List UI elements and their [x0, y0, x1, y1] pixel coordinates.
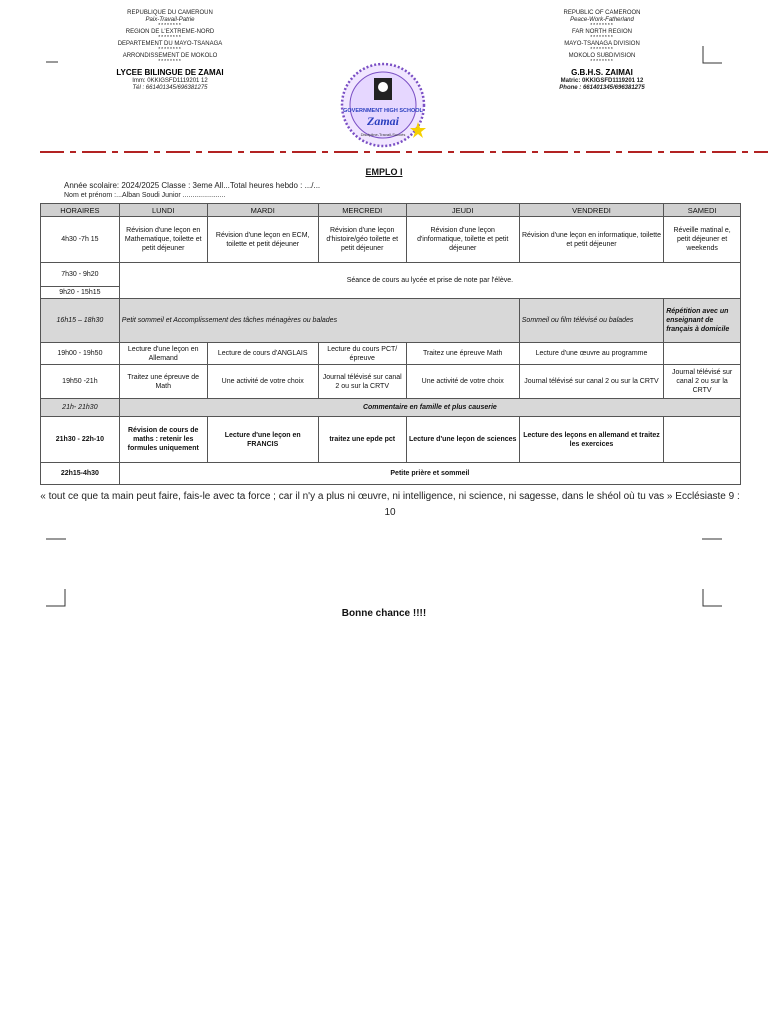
time-cell: 16h15 – 18h30: [41, 299, 120, 343]
student-name-line: Nom et prénom :...Alban Soudi Junior ......................: [64, 192, 226, 199]
school-year-line: Année scolaire: 2024/2025 Classe : 3eme All...Total heures hebdo : .../...: [64, 181, 321, 190]
time-cell: 7h30 - 9h20: [41, 263, 120, 287]
separator: ********: [590, 23, 614, 29]
header-divider: [40, 151, 768, 153]
table-row: [41, 263, 741, 287]
table-cell: Journal télévisé sur canal 2 ou sur la CRTV: [664, 365, 741, 399]
table-cell: Lecture d'une œuvre au programme: [519, 343, 663, 365]
col-header: SAMEDI: [664, 204, 741, 217]
time-cell: 19h00 - 19h50: [41, 343, 120, 365]
logo-name-text: Zamai: [367, 114, 399, 128]
table-cell: traitez une epde pct: [318, 417, 406, 463]
table-row: [41, 399, 741, 417]
table-cell: Révision d'une leçon en Mathematique, toilette et petit déjeuner: [119, 217, 207, 263]
col-header: MERCREDI: [318, 204, 406, 217]
table-cell: Réveille matinal e, petit déjeuner et weekends: [664, 217, 741, 263]
department-fr: DEPARTEMENT DU MAYO-TSANAGA: [117, 41, 223, 47]
school-name-fr: LYCEE BILINGUE DE ZAMAI: [116, 68, 224, 77]
separator: ********: [590, 47, 614, 53]
separator: ********: [158, 47, 182, 53]
table-cell: Une activité de votre choix: [406, 365, 519, 399]
bible-quote: « tout ce que ta main peut faire, fais-le avec ta force ; car il n'y a plus ni œuvre, ni intelligence, ni science, ni sagesse, dans le shéol où tu vas » Ecclésiaste 9 : 10: [40, 491, 740, 518]
motto-fr: Paix-Travail-Patrie: [145, 17, 195, 23]
school-name-en: G.B.H.S. ZAIMAI: [571, 68, 633, 77]
table-cell: Lecture d'une leçon en FRANCIS: [207, 417, 318, 463]
time-cell: 4h30 -7h 15: [41, 217, 120, 263]
school-phone-fr: Tél : 661401345/696381275: [132, 85, 208, 91]
time-cell: 21h- 21h30: [41, 399, 120, 417]
separator: ********: [590, 35, 614, 41]
table-cell: [664, 343, 741, 365]
country-en: REPUBLIC OF CAMEROON: [563, 10, 641, 16]
merged-cell: Petit sommeil et Accomplissement des tâches ménagères ou balades: [119, 299, 519, 343]
arrondissement-fr: ARRONDISSEMENT DE MOKOLO: [122, 53, 218, 59]
school-matric-fr: Imm: 0KKIGSFD1119201 12: [132, 78, 208, 84]
region-fr: REGION DE L'EXTREME-NORD: [125, 29, 215, 35]
table-cell: Répétition avec un enseignant de français à domicile: [664, 299, 741, 343]
division-en: MAYO-TSANAGA DIVISION: [564, 41, 640, 47]
corner-mark: [702, 46, 722, 64]
table-cell: [664, 417, 741, 463]
table-cell: Lecture de cours d'ANGLAIS: [207, 343, 318, 365]
merged-cell: Commentaire en famille et plus causerie: [119, 399, 740, 417]
table-row: [41, 417, 741, 463]
school-phone-en: Phone : 661401345/696381275: [559, 85, 645, 91]
table-cell: Révision d'une leçon en ECM, toilette et petit déjeuner: [207, 217, 318, 263]
table-cell: Révision d'une leçon d'histoire/géo toilette et petit déjeuner: [318, 217, 406, 263]
closing-message: Bonne chance !!!!: [341, 608, 427, 619]
table-cell: Révision d'une leçon en informatique, toilette et petit déjeuner: [519, 217, 663, 263]
table-cell: Révision d'une leçon d'informatique, toilette et petit déjeuner: [406, 217, 519, 263]
table-cell: Traitez une épreuve Math: [406, 343, 519, 365]
motto-en: Peace-Work-Fatherland: [570, 17, 634, 23]
table-cell: Lecture d'une leçon de sciences: [406, 417, 519, 463]
col-header: MARDI: [207, 204, 318, 217]
merged-cell: Séance de cours au lycée et prise de note par l'élève.: [119, 263, 740, 299]
merged-cell: Petite prière et sommeil: [119, 463, 740, 485]
table-row: [41, 217, 741, 263]
table-cell: Une activité de votre choix: [207, 365, 318, 399]
schedule-table: [40, 203, 741, 485]
table-cell: Journal télévisé sur canal 2 ou sur la CRTV: [519, 365, 663, 399]
table-cell: Révision de cours de maths : retenir les formules uniquement: [119, 417, 207, 463]
separator: ********: [158, 23, 182, 29]
logo-motto-text: Discipline-Travail-Succès: [360, 132, 406, 137]
table-cell: Journal télévisé sur canal 2 ou sur la CRTV: [318, 365, 406, 399]
time-cell: 21h30 - 22h-10: [41, 417, 120, 463]
table-row: [41, 343, 741, 365]
corner-mark: [46, 60, 58, 64]
table-row: [41, 299, 741, 343]
page-title: EMPLO I: [365, 167, 403, 177]
separator: ********: [158, 35, 182, 41]
header-right: [482, 10, 722, 92]
table-header-row: [41, 204, 741, 217]
col-header: JEUDI: [406, 204, 519, 217]
header-left: [50, 10, 290, 92]
school-matric-en: Matric: 0KKIGSFD1119201 12: [560, 78, 644, 84]
corner-mark: [46, 537, 66, 541]
col-header: HORAIRES: [41, 204, 120, 217]
separator: ********: [158, 59, 182, 65]
time-cell: 9h20 - 15h15: [41, 287, 120, 299]
table-cell: Traitez une épreuve de Math: [119, 365, 207, 399]
table-cell: Lecture du cours PCT/épreuve: [318, 343, 406, 365]
time-cell: 19h50 -21h: [41, 365, 120, 399]
school-logo: [340, 62, 426, 148]
col-header: VENDREDI: [519, 204, 663, 217]
region-en: FAR NORTH REGION: [572, 29, 632, 35]
table-cell: Lecture des leçons en allemand et traitez les exercices: [519, 417, 663, 463]
time-cell: 22h15-4h30: [41, 463, 120, 485]
corner-mark: [46, 589, 66, 607]
table-cell: Sommeil ou film télévisé ou balades: [519, 299, 663, 343]
logo-top-text: GOVERNMENT HIGH SCHOOL: [343, 108, 423, 114]
table-row: [41, 365, 741, 399]
table-row: [41, 463, 741, 485]
separator: ********: [590, 59, 614, 65]
country-fr: REPUBLIQUE DU CAMEROUN: [127, 10, 213, 16]
col-header: LUNDI: [119, 204, 207, 217]
corner-mark: [702, 589, 722, 607]
table-cell: Lecture d'une leçon en Allemand: [119, 343, 207, 365]
corner-mark: [702, 537, 722, 541]
subdivision-en: MOKOLO SUBDIVISION: [568, 53, 636, 59]
